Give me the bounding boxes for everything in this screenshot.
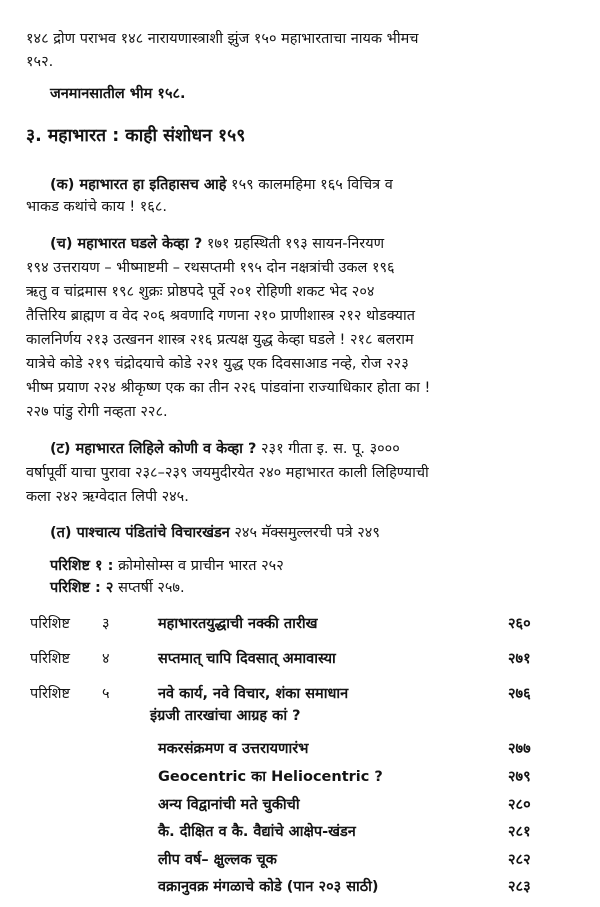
cha-line-1 [50,235,384,253]
cha-line-4: तैत्तिरिय ब्राह्मण व वेद २०६ श्रवणादि गणना २१० प्राणीशास्त्र २१२ थोडक्यात [26,308,415,324]
ka-rest: १५९ कालमहिमा १६५ विचित्र व [231,177,393,193]
cha-line-7: भीष्म प्रयाण २२४ श्रीकृष्ण एक का तीन २२६ पांडवांना राज्याधिकार होता का ! [26,380,431,396]
toc-title: मकरसंक्रमण व उत्तरायणारंभ [158,741,309,757]
ka-line-1 [50,176,393,194]
cha-line-5: कालनिर्णय २१३ उत्खनन शास्त्र २१६ प्रत्यक्ष युद्ध केव्हा घडले ! २१८ बलराम [26,332,414,348]
toc-title: महाभारतयुद्धाची नक्की तारीख [158,616,318,632]
toc-page: २७६ [508,686,531,702]
section-heading: ३. महाभारत : काही संशोधन १५९ [26,126,246,146]
toc-title: कै. दीक्षित व कै. वैद्यांचे आक्षेप-खंडन [158,824,356,840]
toc-number: ५ [102,686,110,702]
ta-lead: (ट) महाभारत लिहिले कोणी व केव्हा ? [50,441,257,457]
toc-page: २८१ [508,824,531,840]
ta-line-3: कला २४२ ऋग्वेदात लिपी २४५. [26,489,189,505]
toc-title: नवे कार्य, नवे विचार, शंका समाधान [158,686,349,702]
cha-line-6: यात्रेचे कोडे २१९ चंद्रोदयाचे कोडे २२१ युद्ध एक दिवसाआड नव्हे, रोज २२३ [26,356,409,372]
ta-line-1 [50,440,400,458]
tha-rest: २४५ मॅक्समुल्लरची पत्रे २४९ [234,525,380,541]
tha-lead: (त) पाश्चात्य पंडितांचे विचारखंडन [50,525,230,541]
cha-line-8: २२७ पांडु रोगी नव्हता २२८. [26,404,168,420]
appendix-1-text: क्रोमोसोम्स व प्राचीन भारत २५२ [118,558,284,574]
toc-page: २६० [508,616,531,632]
toc-title: लीप वर्ष– क्षुल्लक चूक [158,852,277,868]
toc-page: २७९ [508,769,531,785]
toc-title: इंग्रजी तारखांचा आग्रह कां ? [150,708,301,724]
toc-number: ४ [102,651,110,667]
appendix-2-line [50,579,185,597]
appendix-2-text: सप्तर्षी २५७. [118,580,185,596]
toc-number: ३ [102,616,110,632]
toc-title: अन्य विद्वानांची मते चुकीची [158,797,300,813]
ka-lead: (क) महाभारत हा इतिहासच आहे [50,177,227,193]
toc-page: २८३ [508,879,531,895]
toc-page: २७१ [508,651,531,667]
ka-line-2: भाकड कथांचे काय ! १६८. [26,199,167,215]
toc-page: २७७ [508,741,531,757]
appendix-1-label: परिशिष्ट १ : [50,558,114,574]
cha-rest: १७१ ग्रहस्थिती १९३ सायन-निरयण [206,236,385,252]
cha-line-2: १९४ उत्तरायण – भीष्माष्टमी – रथसप्तमी १९५ दोन नक्षत्रांची उकल १९६ [26,260,395,276]
toc-label: परिशिष्ट [30,616,71,632]
toc-title: वक्रानुवक्र मंगळाचे कोडे (पान २०३ साठी) [158,879,379,895]
toc-label: परिशिष्ट [30,651,71,667]
tha-line-1 [50,524,380,542]
intro-line-1: १४८ द्रोण पराभव १४८ नारायणास्त्राशी झुंज १५० महाभारताचा नायक भीमच [26,31,419,47]
intro-line-2: १५२. [26,54,54,70]
toc-page: २८२ [508,852,531,868]
cha-lead: (च) महाभारत घडले केव्हा ? [50,236,203,252]
appendix-1-line [50,557,284,575]
appendix-2-label: परिशिष्ट : २ [50,580,114,596]
cha-line-3: ऋतु व चांद्रमास १९८ शुक्रः प्रोष्ठपदे पूर्वे २०१ रोहिणी शकट भेद २०४ [26,284,375,300]
ta-line-2: वर्षापूर्वी याचा पुरावा २३८–२३९ जयमुदीरयेत २४० महाभारत काली लिहिण्याची [26,465,429,481]
toc-title: सप्तमात् चापि दिवसात् अमावास्या [158,651,336,667]
toc-page: २८० [508,797,531,813]
toc-label: परिशिष्ट [30,686,71,702]
toc-title: Geocentric का Heliocentric ? [158,769,383,785]
intro-line-3: जनमानसातील भीम १५८. [50,86,186,102]
ta-rest: २३१ गीता इ. स. पू. ३००० [261,441,400,457]
